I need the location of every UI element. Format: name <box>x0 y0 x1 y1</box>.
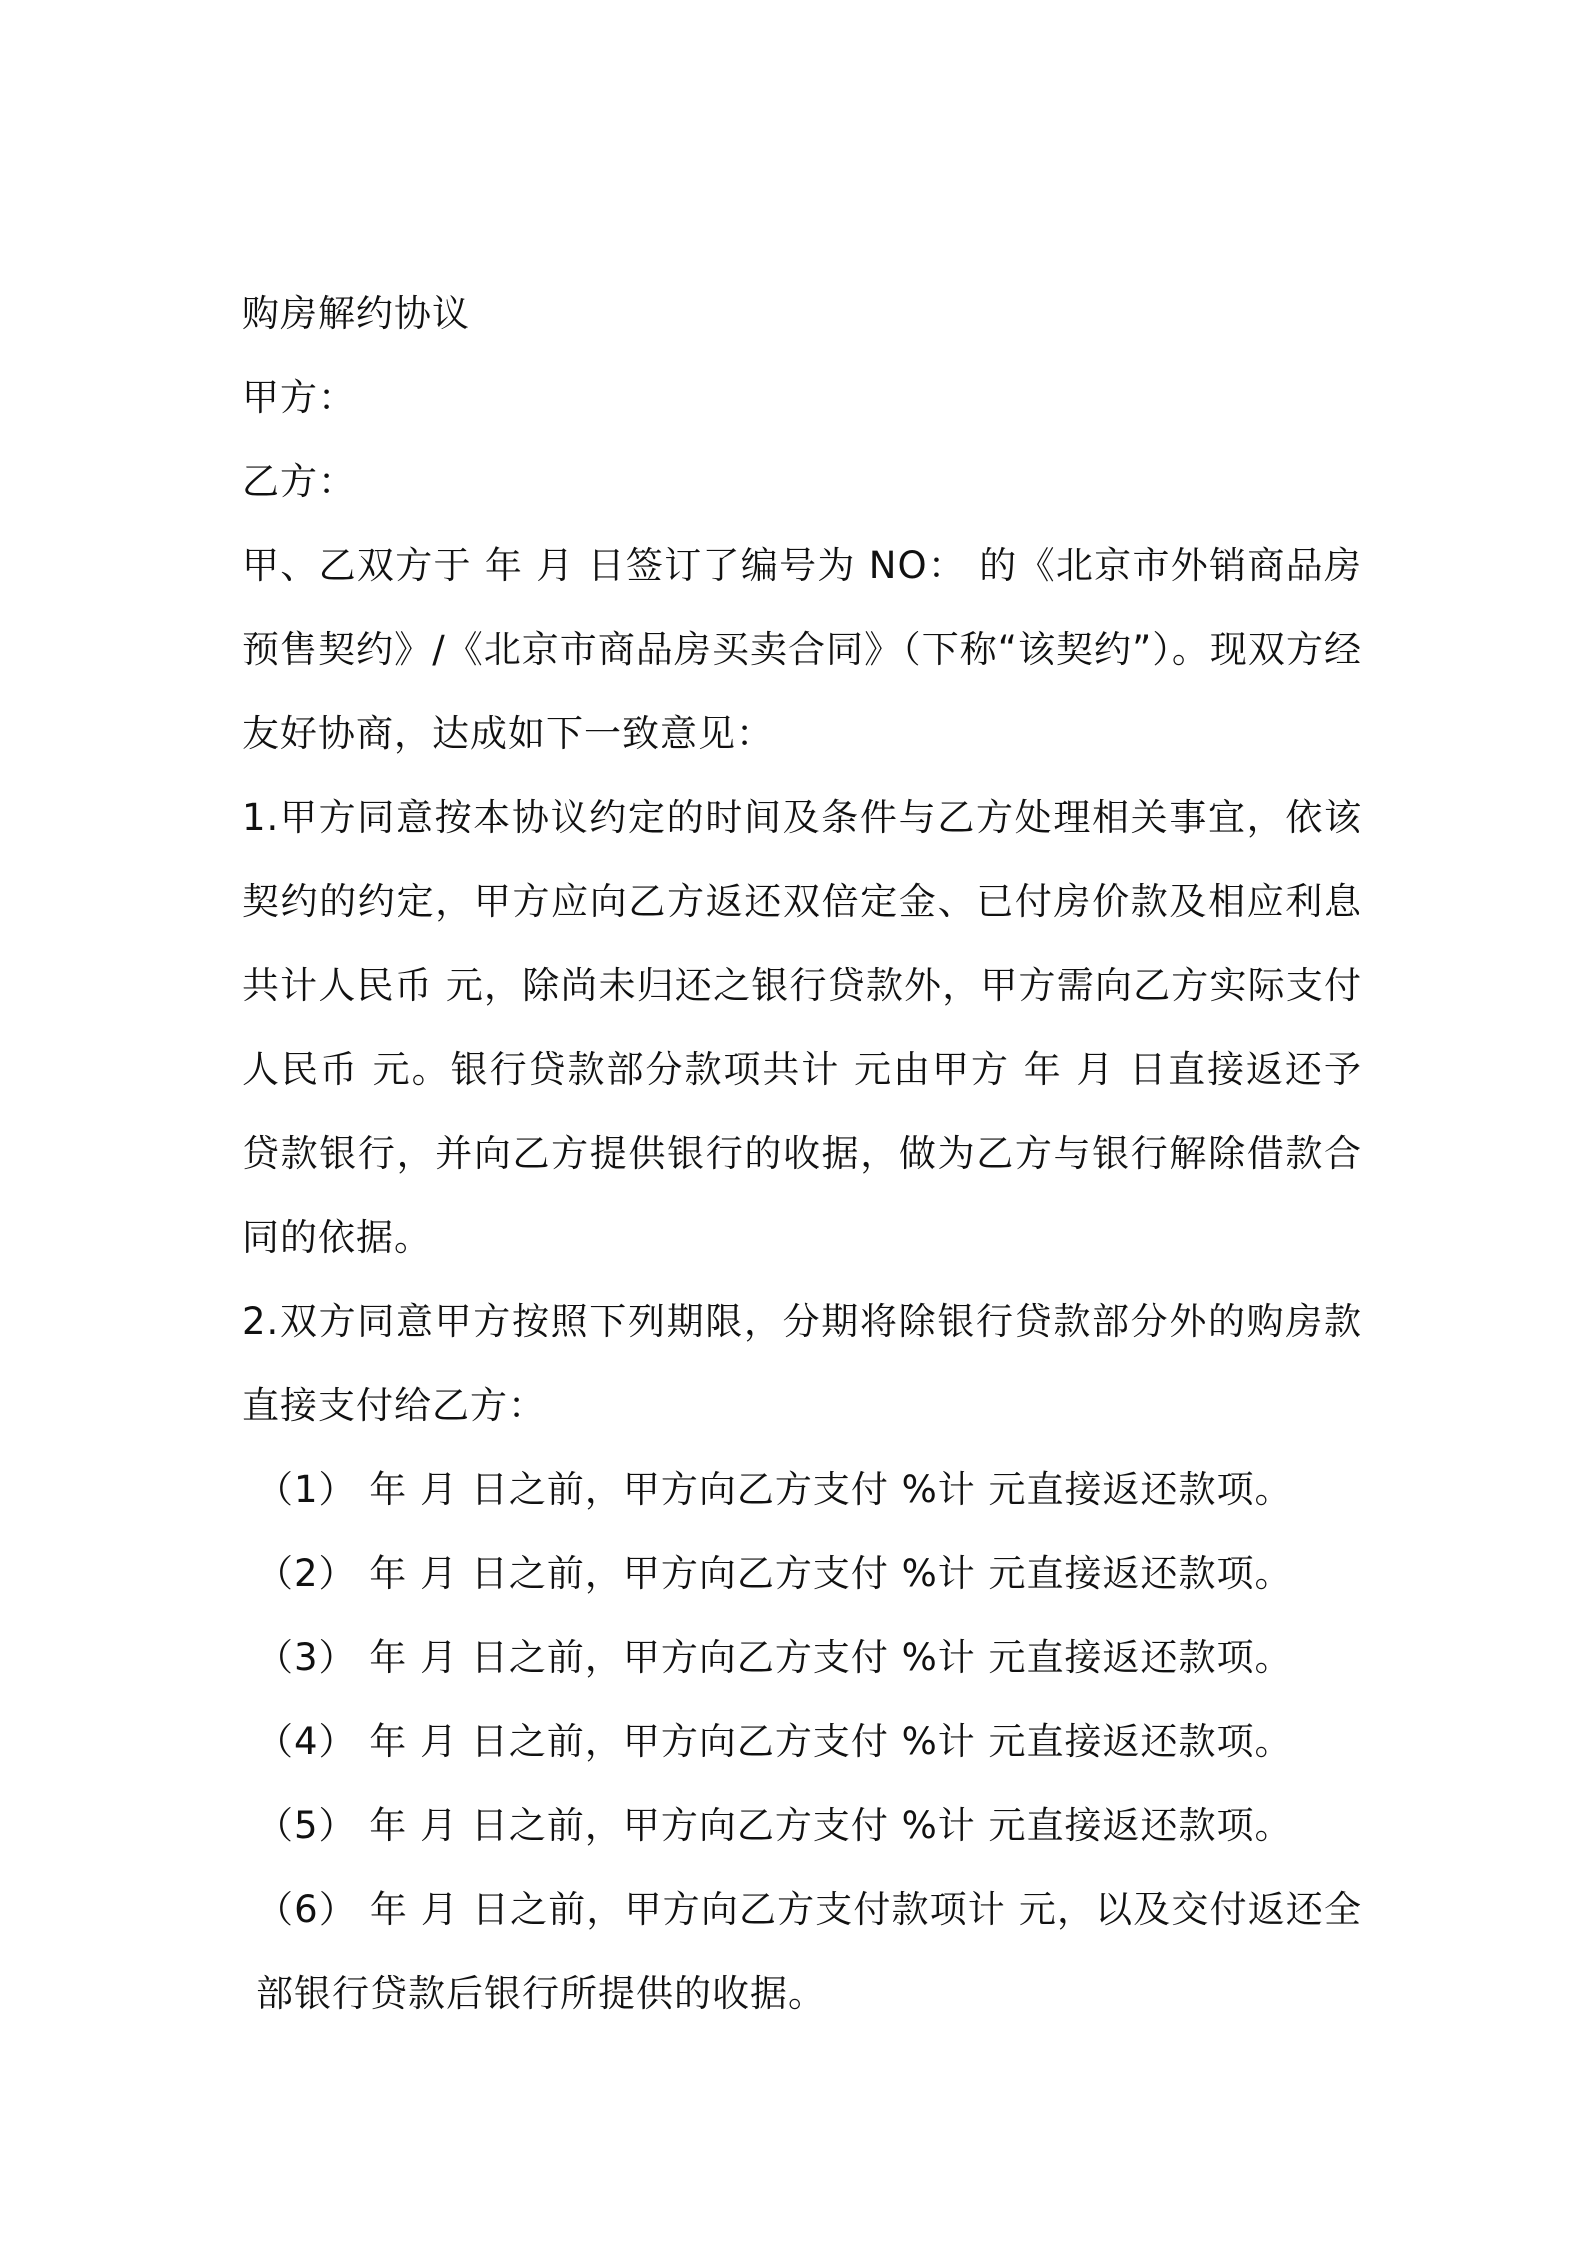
document-body <box>242 272 1362 2036</box>
installment-item: （3） 年 月 日之前，甲方向乙方支付 %计 元直接返还款项。 <box>256 1636 1293 1679</box>
installment-item: （4） 年 月 日之前，甲方向乙方支付 %计 元直接返还款项。 <box>256 1720 1293 1763</box>
installment-item: （1） 年 月 日之前，甲方向乙方支付 %计 元直接返还款项。 <box>256 1468 1293 1511</box>
installment-item: （2） 年 月 日之前，甲方向乙方支付 %计 元直接返还款项。 <box>256 1552 1293 1595</box>
installment-item: （5） 年 月 日之前，甲方向乙方支付 %计 元直接返还款项。 <box>256 1804 1293 1847</box>
installment-item-final: （6） 年 月 日之前，甲方向乙方支付款项计 元，以及交付返还全部银行贷款后银行所提供的收据。 <box>256 1888 1362 2015</box>
intro-paragraph: 甲、乙双方于 年 月 日签订了编号为 NO： 的《北京市外销商品房预售契约》/《北京市商品房买卖合同》（下称“该契约”）。现双方经友好协商，达成如下一致意见： <box>242 544 1362 755</box>
party-b-line: 乙方： <box>242 460 356 503</box>
clause-2-paragraph: 2.双方同意甲方按照下列期限，分期将除银行贷款部分外的购房款直接支付给乙方： <box>242 1300 1362 1427</box>
clause-1-paragraph: 1.甲方同意按本协议约定的时间及条件与乙方处理相关事宜，依该契约的约定，甲方应向乙方返还双倍定金、已付房价款及相应利息共计人民币 元，除尚未归还之银行贷款外，甲方需向乙方实际支付人民币 元。银行贷款部分款项共计 元由甲方 年 月 日直接返还予贷款银行，并向乙方提供银行的收据，做为乙方与银行解除借款合同的依据。 <box>242 796 1362 1259</box>
party-a-line: 甲方： <box>242 376 356 419</box>
document-title: 购房解约协议 <box>242 292 470 335</box>
